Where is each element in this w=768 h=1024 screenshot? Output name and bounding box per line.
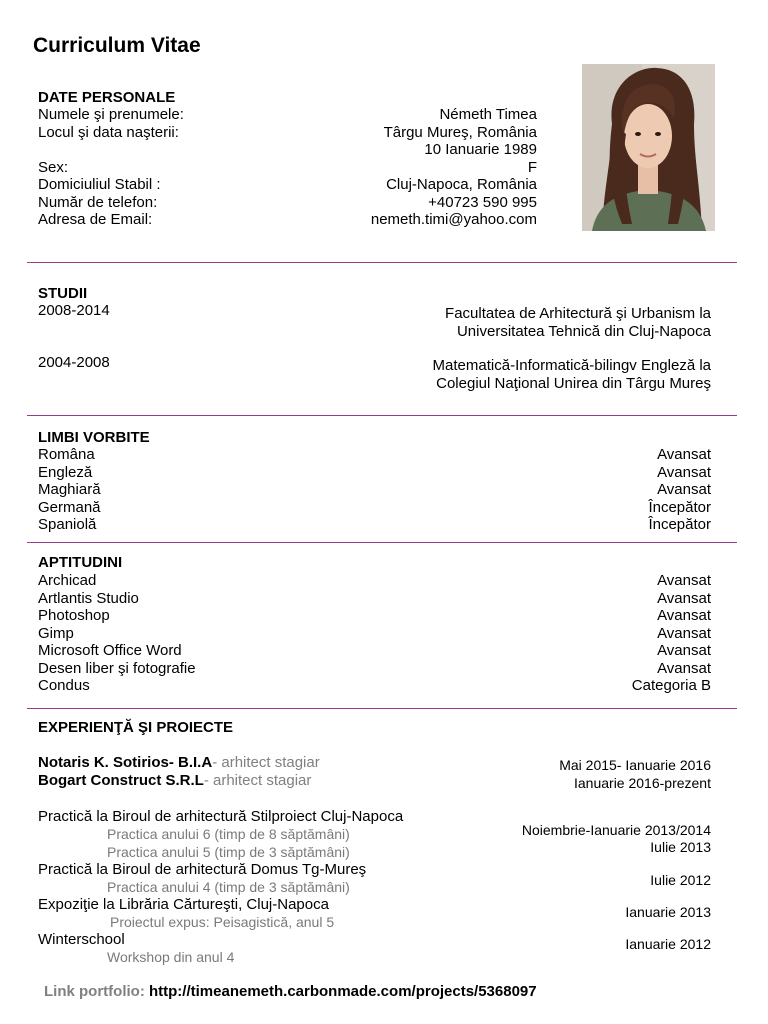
personal-label: Numele şi prenumele: xyxy=(38,106,184,123)
practice-date: Iulie 2013 xyxy=(650,839,711,855)
personal-label: Sex: xyxy=(38,158,69,176)
experience-heading: EXPERIENŢĂ ŞI PROIECTE xyxy=(38,719,234,736)
skill-level: Categoria B xyxy=(631,677,711,694)
skill-level: Avansat xyxy=(657,659,711,677)
study-line: Universitatea Tehnică din Cluj-Napoca xyxy=(456,322,711,340)
winterschool-title: Winterschool xyxy=(38,931,125,948)
expo-title: Expoziţie la Librăria Cărtureşti, Cluj-Napoca xyxy=(38,896,329,913)
personal-labels xyxy=(38,106,298,229)
personal-value: Németh Timea xyxy=(439,106,537,123)
skill-row xyxy=(38,642,711,660)
practice-date: Noiembrie-Ianuarie 2013/2014 xyxy=(521,822,711,838)
job-role: - arhitect stagiar xyxy=(203,772,312,789)
study-line: Facultatea de Arhitectură şi Urbanism la xyxy=(445,305,711,322)
skill-level: Avansat xyxy=(657,607,711,624)
profile-photo xyxy=(582,64,715,231)
personal-label: Număr de telefon: xyxy=(38,193,158,211)
language-level: Avansat xyxy=(657,463,711,481)
language-level: Începător xyxy=(648,498,711,516)
skill-level: Avansat xyxy=(657,642,711,659)
personal-label: Locul şi data naşterii: xyxy=(38,123,179,141)
skill-row xyxy=(38,660,711,678)
skill-name: Gimp xyxy=(38,624,74,642)
personal-value: +40723 590 995 xyxy=(428,193,537,211)
personal-value: F xyxy=(527,158,537,176)
personal-values xyxy=(300,106,537,229)
language-level: Avansat xyxy=(657,446,711,463)
portfolio-link-row xyxy=(44,983,537,1001)
personal-value: nemeth.timi@yahoo.com xyxy=(370,211,537,228)
studies-heading: STUDII xyxy=(38,285,88,302)
study-period: 2008-2014 xyxy=(38,302,110,319)
language-name: Engleză xyxy=(38,463,93,481)
expo-date: Ianuarie 2013 xyxy=(625,904,711,920)
skill-row xyxy=(38,572,711,590)
portfolio-url-link[interactable]: http://timeanemeth.carbonmade.com/projects/5368097 xyxy=(148,983,537,1000)
job-dates xyxy=(420,757,711,792)
language-level: Avansat xyxy=(657,481,711,498)
skill-name: Microsoft Office Word xyxy=(38,642,182,659)
skill-name: Archicad xyxy=(38,572,97,589)
job-date: Mai 2015- Ianuarie 2016 xyxy=(559,757,711,773)
practice-detail: Practica anului 6 (timp de 8 săptămâni) xyxy=(107,826,350,842)
skill-name: Photoshop xyxy=(38,607,110,624)
study-line: Matematică-Informatică-bilingv Engleză la xyxy=(432,357,711,374)
personal-label: Adresa de Email: xyxy=(38,211,153,228)
job-role: - arhitect stagiar xyxy=(212,754,320,771)
language-level: Începător xyxy=(648,516,711,533)
page-title: Curriculum Vitae xyxy=(33,34,201,57)
practice-detail: Practica anului 4 (timp de 3 săptămâni) xyxy=(107,879,350,895)
language-row xyxy=(38,446,711,464)
job-entry xyxy=(38,754,320,772)
winterschool-date: Ianuarie 2012 xyxy=(625,936,711,952)
skill-level: Avansat xyxy=(657,572,711,589)
job-company: Notaris K. Sotirios- B.I.A xyxy=(38,754,213,771)
language-name: Maghiară xyxy=(38,481,101,498)
skill-row xyxy=(38,625,711,643)
language-row xyxy=(38,464,711,482)
study-line: Colegiul Naţional Unirea din Târgu Mureş xyxy=(436,374,711,392)
personal-value: Cluj-Napoca, România xyxy=(386,176,537,193)
personal-label: Domiciuliul Stabil : xyxy=(38,176,161,193)
skill-row xyxy=(38,677,711,695)
language-name: Româna xyxy=(38,446,95,463)
portfolio-label: Link portfolio: xyxy=(44,983,145,1000)
job-company: Bogart Construct S.R.L xyxy=(38,772,204,789)
practice-title: Practică la Biroul de arhitectură Stilproiect Cluj-Napoca xyxy=(38,808,404,825)
skill-name: Condus xyxy=(38,677,90,694)
skills-heading: APTITUDINI xyxy=(38,554,123,571)
section-divider xyxy=(27,415,737,416)
languages-list xyxy=(38,446,711,534)
section-divider xyxy=(27,542,737,543)
study-institution xyxy=(360,357,711,392)
skill-name: Artlantis Studio xyxy=(38,589,139,607)
study-period: 2004-2008 xyxy=(38,354,110,371)
skill-level: Avansat xyxy=(657,624,711,642)
personal-heading: DATE PERSONALE xyxy=(38,89,176,106)
skill-row xyxy=(38,590,711,608)
language-row xyxy=(38,499,711,517)
section-divider xyxy=(27,262,737,263)
personal-value: Târgu Mureş, România xyxy=(383,123,537,141)
language-name: Germană xyxy=(38,498,101,516)
section-divider xyxy=(27,708,737,709)
language-name: Spaniolă xyxy=(38,516,97,533)
practice-title: Practică la Biroul de arhitectură Domus Tg-Mureş xyxy=(38,861,367,878)
language-row xyxy=(38,516,711,534)
practice-date: Iulie 2012 xyxy=(650,872,711,888)
personal-label xyxy=(38,141,298,159)
portrait-illustration xyxy=(582,64,715,231)
expo-detail: Proiectul expus: Peisagistică, anul 5 xyxy=(110,914,335,930)
job-date: Ianuarie 2016-prezent xyxy=(574,774,711,791)
languages-heading: LIMBI VORBITE xyxy=(38,429,150,446)
skills-list xyxy=(38,572,711,695)
job-entry xyxy=(38,772,311,790)
personal-value: 10 Ianuarie 1989 xyxy=(424,141,537,158)
skill-row xyxy=(38,607,711,625)
skill-name: Desen liber şi fotografie xyxy=(38,659,196,677)
practice-detail: Practica anului 5 (timp de 3 săptămâni) xyxy=(107,844,350,860)
winterschool-detail: Workshop din anul 4 xyxy=(107,949,235,965)
skill-level: Avansat xyxy=(657,589,711,607)
study-institution xyxy=(360,305,711,340)
language-row xyxy=(38,481,711,499)
